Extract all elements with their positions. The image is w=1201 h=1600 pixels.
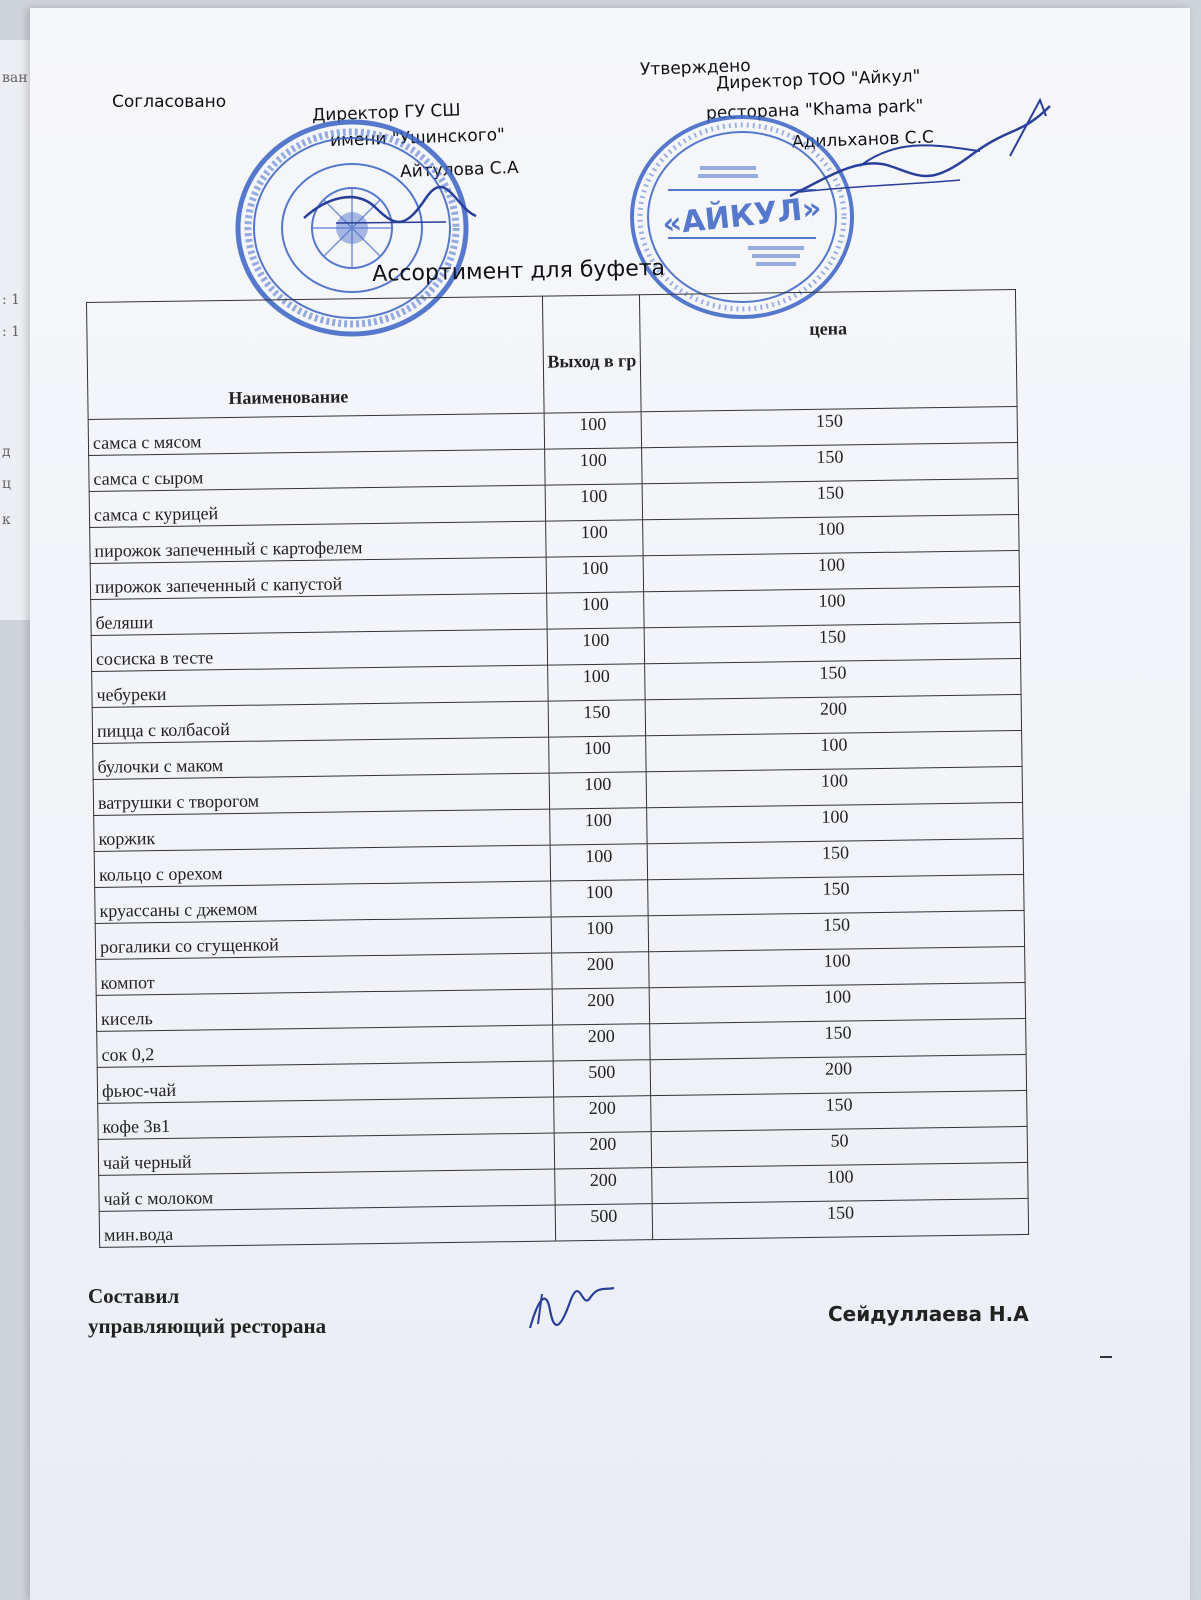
item-price-cell: 100	[650, 982, 1026, 1023]
left-director-signature	[296, 178, 486, 238]
footer-role: управляющий ресторана	[88, 1314, 327, 1338]
item-price-cell: 150	[645, 622, 1021, 663]
item-price-cell: 100	[646, 730, 1022, 771]
underlying-document-edge: ван : 1 : 1 д ц к	[0, 40, 34, 620]
item-name-cell: сок 0,2	[97, 1025, 553, 1067]
item-output-cell: 100	[545, 484, 643, 521]
item-output-cell: 200	[552, 988, 650, 1025]
footer-person: Сейдуллаева Н.А	[828, 1302, 1029, 1326]
item-price-cell: 200	[646, 694, 1022, 735]
item-price-cell: 100	[647, 766, 1023, 807]
header-output: Выход в гр	[547, 350, 637, 372]
item-output-cell: 100	[548, 736, 646, 773]
item-price-cell: 150	[642, 443, 1018, 484]
item-price-cell: 100	[644, 586, 1020, 627]
item-name-cell: компот	[96, 953, 552, 995]
header-price: цена	[809, 318, 848, 339]
approval-left-org: имени "Ушинского"	[329, 124, 506, 152]
approval-right-position: Директор ТОО "Айкул"	[715, 66, 921, 94]
item-price-cell: 150	[650, 1018, 1026, 1059]
item-output-cell: 100	[544, 448, 642, 485]
item-output-cell: 100	[551, 916, 649, 953]
page-mark	[1100, 1356, 1112, 1358]
item-output-cell: 100	[547, 628, 645, 665]
item-output-cell: 100	[550, 880, 648, 917]
approval-right-heading: Утверждено	[639, 56, 751, 80]
item-name-cell: мин.вода	[99, 1205, 555, 1247]
header-name-cell	[87, 296, 544, 419]
item-name-cell: булочки с маком	[93, 737, 549, 779]
item-price-cell: 200	[651, 1054, 1027, 1095]
item-price-cell: 100	[643, 515, 1019, 556]
right-director-signature	[770, 96, 1060, 216]
item-output-cell: 200	[554, 1168, 652, 1205]
item-output-cell: 100	[550, 844, 648, 881]
header-name: Наименование	[228, 386, 349, 409]
item-name-cell: самса с сыром	[89, 449, 545, 491]
approval-right-org: ресторана "Khama park"	[705, 96, 924, 124]
stamp-center-text: «АЙКУЛ»	[660, 190, 824, 243]
item-price-cell: 100	[647, 802, 1023, 843]
item-output-cell: 200	[551, 952, 649, 989]
item-price-cell: 50	[652, 1126, 1028, 1167]
item-output-cell: 500	[553, 1060, 651, 1097]
assortment-table	[86, 289, 1029, 1248]
item-output-cell: 150	[548, 700, 646, 737]
approval-left-heading: Согласовано	[112, 92, 227, 112]
header-output-cell	[542, 295, 642, 413]
item-price-cell: 150	[648, 874, 1024, 915]
item-output-cell: 100	[546, 556, 644, 593]
item-name-cell: кисель	[96, 989, 552, 1031]
manager-signature	[520, 1280, 620, 1334]
item-name-cell: круассаны с джемом	[95, 881, 551, 923]
item-name-cell: пицца с колбасой	[92, 701, 548, 743]
item-output-cell: 100	[546, 592, 644, 629]
item-name-cell: пирожок запеченный с картофелем	[90, 521, 546, 563]
item-name-cell: фьюс-чай	[97, 1061, 553, 1103]
item-name-cell: самса с курицей	[89, 485, 545, 527]
item-output-cell: 200	[553, 1096, 651, 1133]
footer-compiled-label: Составил	[88, 1284, 180, 1308]
item-output-cell: 200	[554, 1132, 652, 1169]
item-price-cell: 100	[652, 1162, 1028, 1203]
item-output-cell: 100	[544, 412, 642, 449]
item-price-cell: 100	[644, 550, 1020, 591]
item-output-cell: 100	[549, 808, 647, 845]
item-output-cell: 100	[545, 520, 643, 557]
item-name-cell: кольцо с орехом	[94, 845, 550, 887]
item-name-cell: чай с молоком	[99, 1169, 555, 1211]
table-header-row	[87, 290, 1018, 420]
assortment-table-container	[86, 289, 1029, 1248]
item-name-cell: чай черный	[98, 1133, 554, 1175]
item-name-cell: чебуреки	[92, 665, 548, 707]
item-price-cell: 150	[651, 1090, 1027, 1131]
approval-left-position: Директор ГУ СШ	[311, 100, 461, 126]
approval-right-person: Адильханов С.С	[791, 127, 935, 153]
item-name-cell: сосиска в тесте	[91, 629, 547, 671]
approval-left-person: Айтулова С.А	[399, 157, 519, 183]
item-name-cell: коржик	[94, 809, 550, 851]
item-price-cell: 100	[649, 946, 1025, 987]
document-title: Ассортимент для буфета	[372, 255, 666, 287]
header-price-cell	[640, 290, 1017, 412]
item-output-cell: 100	[549, 772, 647, 809]
item-price-cell: 150	[653, 1198, 1029, 1239]
item-price-cell: 150	[649, 910, 1025, 951]
item-price-cell: 150	[642, 407, 1018, 448]
item-price-cell: 150	[643, 479, 1019, 520]
item-name-cell: кофе 3в1	[98, 1097, 554, 1139]
item-name-cell: пирожок запеченный с капустой	[90, 557, 546, 599]
item-name-cell: самса с мясом	[88, 413, 544, 455]
item-name-cell: рогалики со сгущенкой	[95, 917, 551, 959]
item-output-cell: 200	[552, 1024, 650, 1061]
item-output-cell: 100	[547, 664, 645, 701]
item-output-cell: 500	[555, 1204, 653, 1241]
item-price-cell: 150	[645, 658, 1021, 699]
item-name-cell: беляши	[91, 593, 547, 635]
item-name-cell: ватрушки с творогом	[93, 773, 549, 815]
item-price-cell: 150	[648, 838, 1024, 879]
